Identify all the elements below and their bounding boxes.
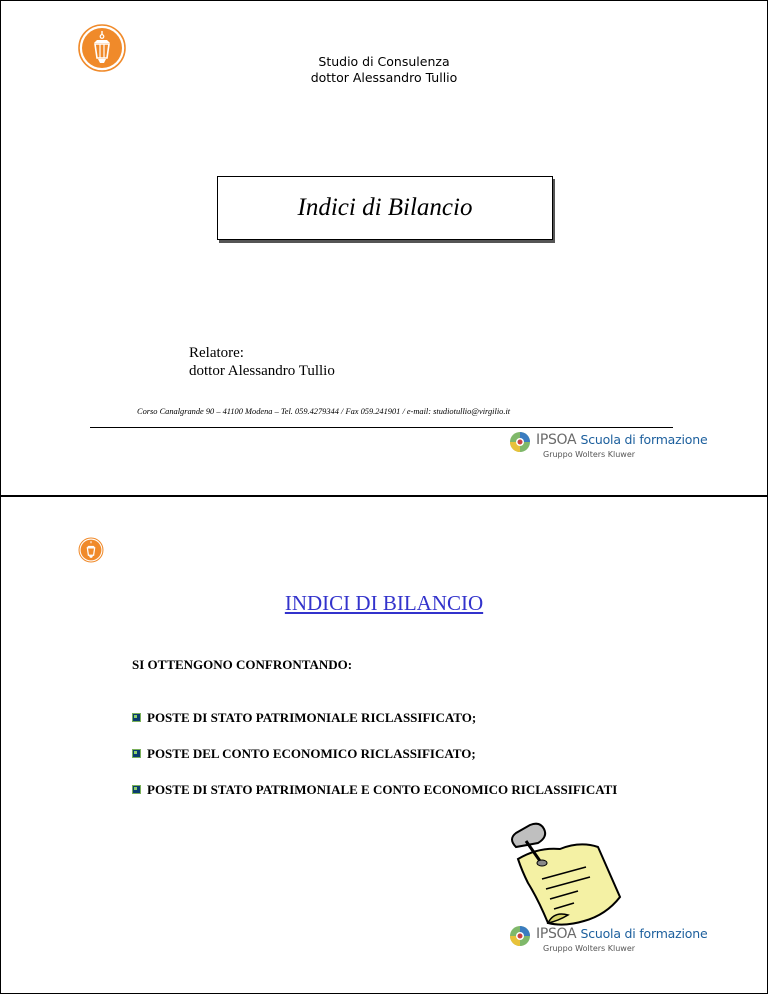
list-item: [132, 709, 627, 726]
slide-1: [0, 0, 768, 496]
ipsoa-name: IPSOA: [536, 432, 577, 448]
ipsoa-logo: [509, 925, 708, 953]
speaker-label: Relatore:: [189, 345, 244, 361]
title-box: [217, 176, 553, 240]
ipsoa-tagline: Scuola di formazione: [580, 432, 708, 447]
globe-icon: [509, 431, 531, 453]
ipsoa-tagline: Scuola di formazione: [580, 926, 708, 941]
list-item-text: POSTE DEL CONTO ECONOMICO RICLASSIFICATO;: [147, 746, 476, 761]
ipsoa-group: Gruppo Wolters Kluwer: [543, 450, 636, 459]
studio-header: [1, 54, 767, 86]
studio-name: Studio di Consulenza: [318, 54, 450, 69]
contact-footer: Corso Canalgrande 90 – 41100 Modena – Tel. 059.4279344 / Fax 059.241901 / e-mail: studiotullio@virgilio.it: [137, 407, 511, 416]
ipsoa-brand: [536, 926, 707, 942]
bullet-icon: [132, 749, 141, 758]
section-title: INDICI DI BILANCIO: [284, 591, 484, 615]
studio-owner: dottor Alessandro Tullio: [310, 70, 458, 85]
speaker-name: dottor Alessandro Tullio: [189, 363, 335, 379]
ipsoa-group: Gruppo Wolters Kluwer: [543, 944, 636, 953]
globe-icon: [509, 925, 531, 947]
list-item: [132, 781, 627, 798]
slide-2: [0, 496, 768, 994]
divider: [90, 427, 673, 428]
pinned-note-icon: [498, 819, 624, 931]
list-item-text: POSTE DI STATO PATRIMONIALE E CONTO ECONOMICO RICLASSIFICATI: [147, 782, 618, 797]
ipsoa-logo: [509, 431, 708, 459]
bullet-list: [132, 709, 627, 817]
ipsoa-brand: [536, 432, 707, 448]
ipsoa-name: IPSOA: [536, 926, 577, 942]
bullet-icon: [132, 713, 141, 722]
speaker-block: [189, 344, 335, 380]
slide-title: Indici di Bilancio: [297, 194, 473, 221]
lantern-icon: [78, 537, 104, 563]
bullet-icon: [132, 785, 141, 794]
list-item: [132, 745, 627, 762]
intro-text: SI OTTENGONO CONFRONTANDO:: [132, 657, 353, 672]
list-item-text: POSTE DI STATO PATRIMONIALE RICLASSIFICATO;: [147, 710, 477, 725]
